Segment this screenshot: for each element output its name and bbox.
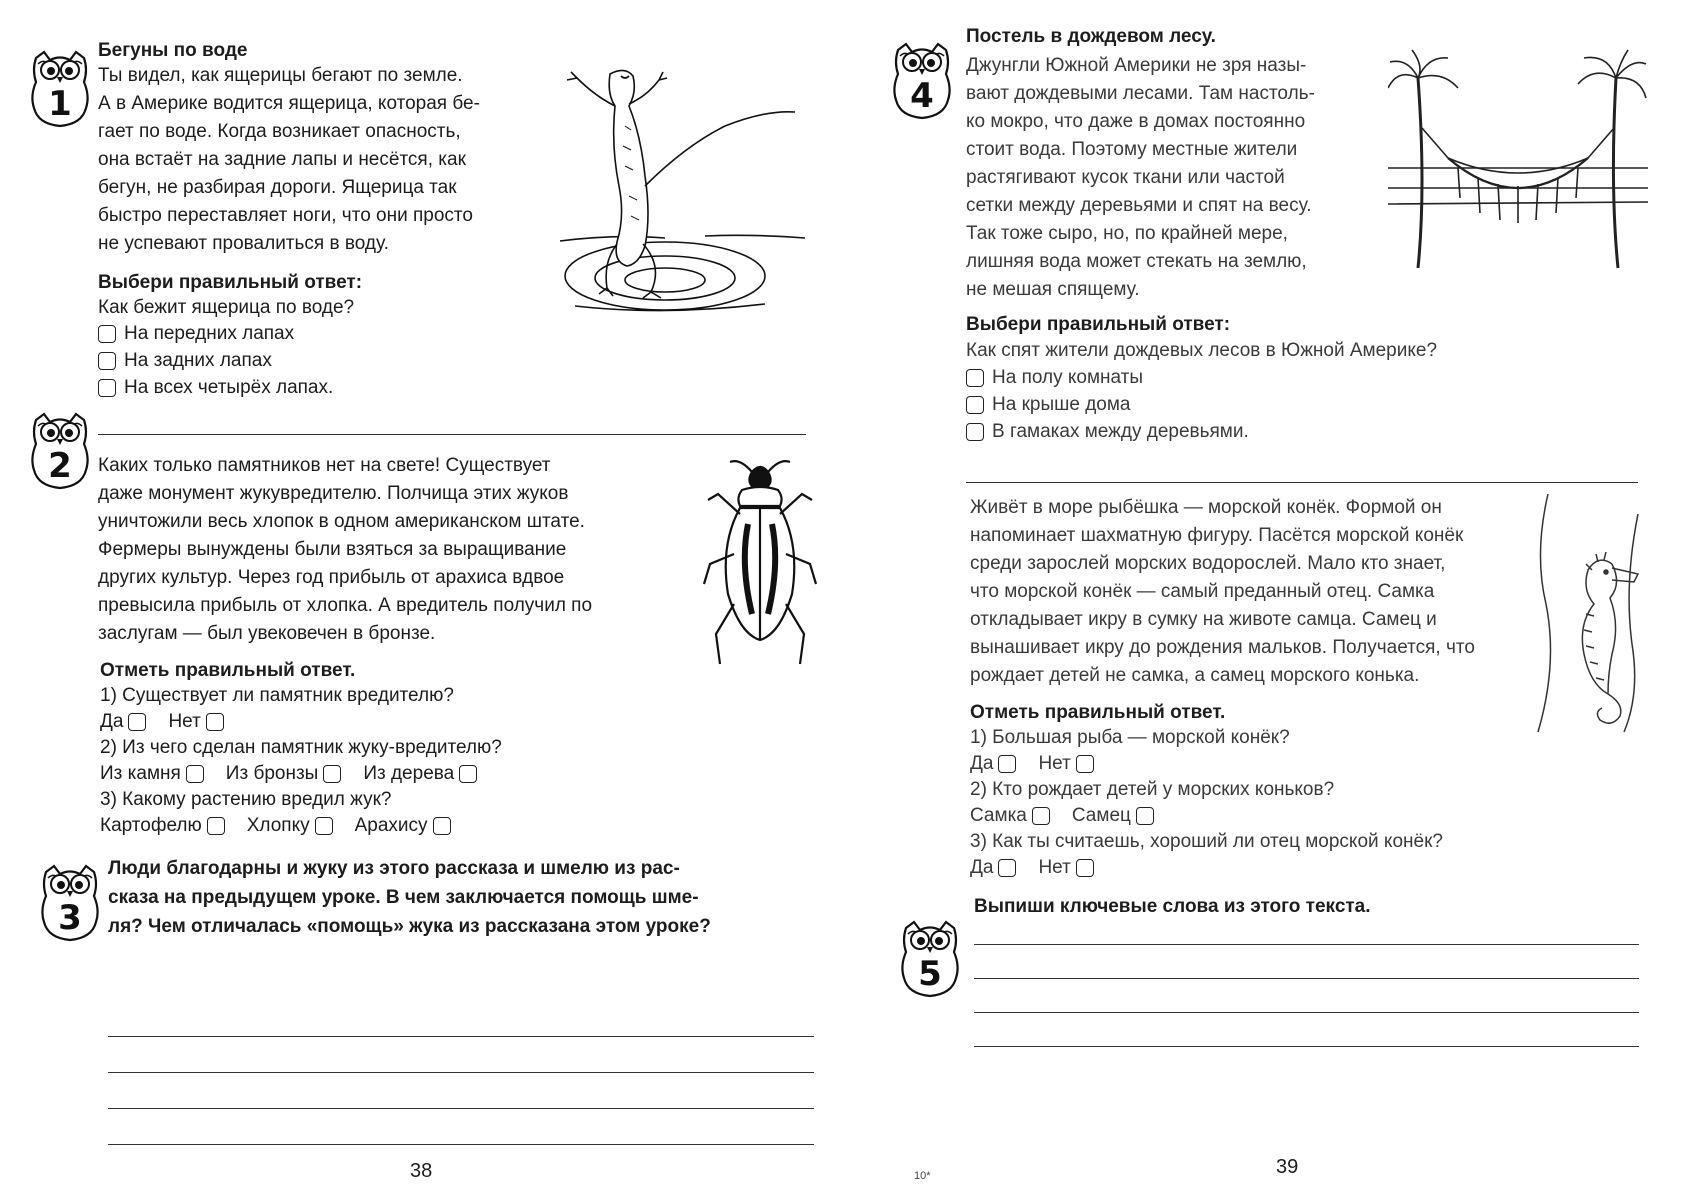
option-label: Арахису (354, 815, 428, 836)
option-label: На всех четырёх лапах. (124, 377, 334, 398)
task2-instruction: Отметь правильный ответ. (100, 660, 356, 681)
owl-badge-1 (28, 48, 92, 128)
task3-question (108, 854, 814, 941)
task2-text (98, 452, 688, 648)
task1-title: Бегуны по воде (98, 40, 248, 61)
owl-number: 2 (48, 446, 72, 486)
owl-number: 5 (918, 954, 942, 994)
text-line: сказа на предыдущем уроке. В чем заключается помощь шме- (108, 887, 699, 908)
task4-options (966, 364, 1249, 445)
owl-number: 4 (910, 76, 934, 116)
answer-option[interactable] (98, 320, 333, 347)
checkbox[interactable] (98, 325, 116, 343)
text-line: не успевают провалиться в воду. (98, 233, 389, 254)
answer-option[interactable] (168, 708, 223, 735)
seahorse-instruction: Отметь правильный ответ. (970, 702, 1226, 723)
answer-line[interactable] (974, 978, 1639, 979)
text-line: рождает детей не самка, а самец морского конька. (970, 665, 1420, 686)
task2-q3: 3) Какому растению вредил жук? (100, 789, 392, 810)
checkbox[interactable] (206, 713, 224, 731)
task1-instruction: Выбери правильный ответ: (98, 272, 363, 293)
divider-line (98, 434, 806, 435)
answer-option[interactable] (100, 708, 146, 735)
owl-badge-4 (890, 40, 954, 120)
owl-badge-3 (38, 862, 102, 942)
text-line: вают дождевыми лесами. Там настоль- (966, 83, 1315, 104)
text-line: растягивают кусок ткани или частой (966, 167, 1285, 188)
owl-badge-5 (898, 918, 962, 998)
checkbox[interactable] (128, 713, 146, 731)
task2-q2-options (100, 760, 499, 787)
text-line: А в Америке водится ящерица, которая бе- (98, 93, 480, 114)
checkbox[interactable] (966, 423, 984, 441)
task4-text (966, 52, 1376, 304)
seahorse-q1: 1) Большая рыба — морской конёк? (970, 727, 1290, 748)
answer-option[interactable] (966, 391, 1249, 418)
task2-q3-options (100, 812, 473, 839)
checkbox[interactable] (1076, 859, 1094, 877)
task2-q2: 2) Из чего сделан памятник жуку-вредителю? (100, 737, 502, 758)
seahorse-illustration (1528, 494, 1648, 734)
task4-question: Как спят жители дождевых лесов в Южной Америке? (966, 340, 1438, 361)
answer-option[interactable] (98, 347, 333, 374)
page-number: 38 (410, 1160, 433, 1182)
answer-option[interactable] (970, 750, 1016, 777)
divider-line (966, 482, 1638, 483)
checkbox[interactable] (323, 765, 341, 783)
option-label: Самец (1071, 805, 1131, 826)
answer-option[interactable] (363, 760, 477, 787)
option-label: Самка (970, 805, 1027, 826)
text-line: сетки между деревьями и спят на весу. (966, 195, 1312, 216)
task1-question: Как бежит ящерица по воде? (98, 297, 355, 318)
text-line: откладывает икру в сумку на животе самца. Самец и (970, 609, 1437, 630)
task1-text (98, 62, 510, 258)
beetle-illustration (700, 454, 820, 684)
checkbox[interactable] (459, 765, 477, 783)
option-label: Нет (1038, 857, 1071, 878)
text-line: заслугам — был увековечен в бронзе. (98, 623, 436, 644)
answer-line[interactable] (108, 1036, 814, 1037)
checkbox[interactable] (1136, 807, 1154, 825)
answer-line[interactable] (108, 1072, 814, 1073)
option-label: Нет (168, 711, 201, 732)
text-line: Люди благодарны и жуку из этого рассказа и шмелю из рас- (108, 858, 680, 879)
owl-number: 1 (48, 84, 72, 124)
checkbox[interactable] (998, 859, 1016, 877)
seahorse-q3-options (970, 854, 1116, 881)
checkbox[interactable] (98, 352, 116, 370)
text-line: даже монумент жукувредителю. Полчища этих жуков (98, 483, 569, 504)
answer-option[interactable] (970, 854, 1016, 881)
text-line: Каких только памятников нет на свете! Существует (98, 455, 551, 476)
owl-number: 3 (58, 898, 82, 938)
lizard-illustration (555, 66, 815, 324)
task2-q1: 1) Существует ли памятник вредителю? (100, 685, 454, 706)
checkbox[interactable] (186, 765, 204, 783)
seahorse-q3: 3) Как ты считаешь, хороший ли отец морской конёк? (970, 831, 1443, 852)
checkbox[interactable] (998, 755, 1016, 773)
task4-instruction: Выбери правильный ответ: (966, 314, 1231, 335)
owl-badge-2 (28, 410, 92, 490)
option-label: Да (970, 857, 994, 878)
hammock-illustration (1388, 48, 1648, 278)
option-label: Да (100, 711, 124, 732)
text-line: напоминает шахматную фигуру. Пасётся морской конёк (970, 525, 1464, 546)
text-line: стоит вода. Поэтому местные жители (966, 139, 1298, 160)
gutter-mark: 10* (914, 1170, 931, 1182)
answer-line[interactable] (974, 1046, 1639, 1047)
task5-instruction: Выпиши ключевые слова из этого текста. (974, 896, 1371, 917)
text-line: Джунгли Южной Америки не зря назы- (966, 55, 1307, 76)
task1-options (98, 320, 333, 401)
task4-title: Постель в дождевом лесу. (966, 26, 1216, 47)
text-line: она встаёт на задние лапы и несётся, как (98, 149, 466, 170)
checkbox[interactable] (207, 817, 225, 835)
option-label: Да (970, 753, 994, 774)
answer-option[interactable] (966, 364, 1249, 391)
checkbox[interactable] (315, 817, 333, 835)
option-label: Картофелю (100, 815, 202, 836)
answer-option[interactable] (247, 812, 333, 839)
text-line: что морской конёк — самый преданный отец. Самка (970, 581, 1435, 602)
option-label: На полу комнаты (992, 367, 1144, 388)
option-label: На крыше дома (992, 394, 1131, 415)
answer-line[interactable] (974, 944, 1639, 945)
seahorse-q2: 2) Кто рождает детей у морских коньков? (970, 779, 1335, 800)
text-line: не мешая спящему. (966, 279, 1140, 300)
answer-option[interactable] (98, 374, 333, 401)
text-line: Фермеры вынуждены были взяться за выращивание (98, 539, 567, 560)
answer-option[interactable] (966, 418, 1249, 445)
answer-option[interactable] (1038, 750, 1093, 777)
answer-line[interactable] (108, 1108, 814, 1109)
text-line: уничтожили весь хлопок в одном американском штате. (98, 511, 585, 532)
text-line: лишняя вода может стекать на землю, (966, 251, 1307, 272)
text-line: Так тоже сыро, но, по крайней мере, (966, 223, 1288, 244)
text-line: вынашивает икру до рождения мальков. Получается, что (970, 637, 1475, 658)
text-line: превысила прибыль от хлопка. А вредитель получил по (98, 595, 593, 616)
answer-option[interactable] (226, 760, 342, 787)
option-label: Из камня (100, 763, 181, 784)
checkbox[interactable] (966, 369, 984, 387)
answer-option[interactable] (100, 760, 204, 787)
option-label: Из бронзы (225, 763, 319, 784)
text-line: других культур. Через год прибыль от арахиса вдвое (98, 567, 565, 588)
checkbox[interactable] (433, 817, 451, 835)
checkbox[interactable] (966, 396, 984, 414)
checkbox[interactable] (1076, 755, 1094, 773)
seahorse-q2-options (970, 802, 1176, 829)
answer-option[interactable] (1072, 802, 1154, 829)
option-label: Нет (1038, 753, 1071, 774)
seahorse-q1-options (970, 750, 1116, 777)
task2-q1-options (100, 708, 246, 735)
seahorse-text (970, 494, 1520, 690)
answer-option[interactable] (100, 812, 225, 839)
answer-line[interactable] (108, 1144, 814, 1145)
text-line: ля? Чем отличалась «помощь» жука из рассказана этом уроке? (108, 916, 711, 937)
option-label: На задних лапах (124, 350, 272, 371)
text-line: бегун, не разбирая дороги. Ящерица так (98, 177, 457, 198)
text-line: среди зарослей морских водорослей. Мало кто знает, (970, 553, 1446, 574)
page-number: 39 (1276, 1156, 1299, 1178)
text-line: Живёт в море рыбёшка — морской конёк. Формой он (970, 497, 1442, 518)
right-page (848, 0, 1695, 1189)
answer-option[interactable] (1038, 854, 1093, 881)
option-label: На передних лапах (124, 323, 295, 344)
checkbox[interactable] (1032, 807, 1050, 825)
answer-option[interactable] (970, 802, 1050, 829)
answer-line[interactable] (974, 1012, 1639, 1013)
text-line: гает по воде. Когда возникает опасность, (98, 121, 461, 142)
answer-option[interactable] (355, 812, 451, 839)
option-label: Из дерева (363, 763, 455, 784)
checkbox[interactable] (98, 379, 116, 397)
text-line: Ты видел, как ящерицы бегают по земле. (98, 65, 463, 86)
option-label: Хлопку (246, 815, 310, 836)
text-line: быстро переставляет ноги, что они просто (98, 205, 473, 226)
text-line: ко мокро, что даже в домах постоянно (966, 111, 1306, 132)
option-label: В гамаках между деревьями. (992, 421, 1249, 442)
